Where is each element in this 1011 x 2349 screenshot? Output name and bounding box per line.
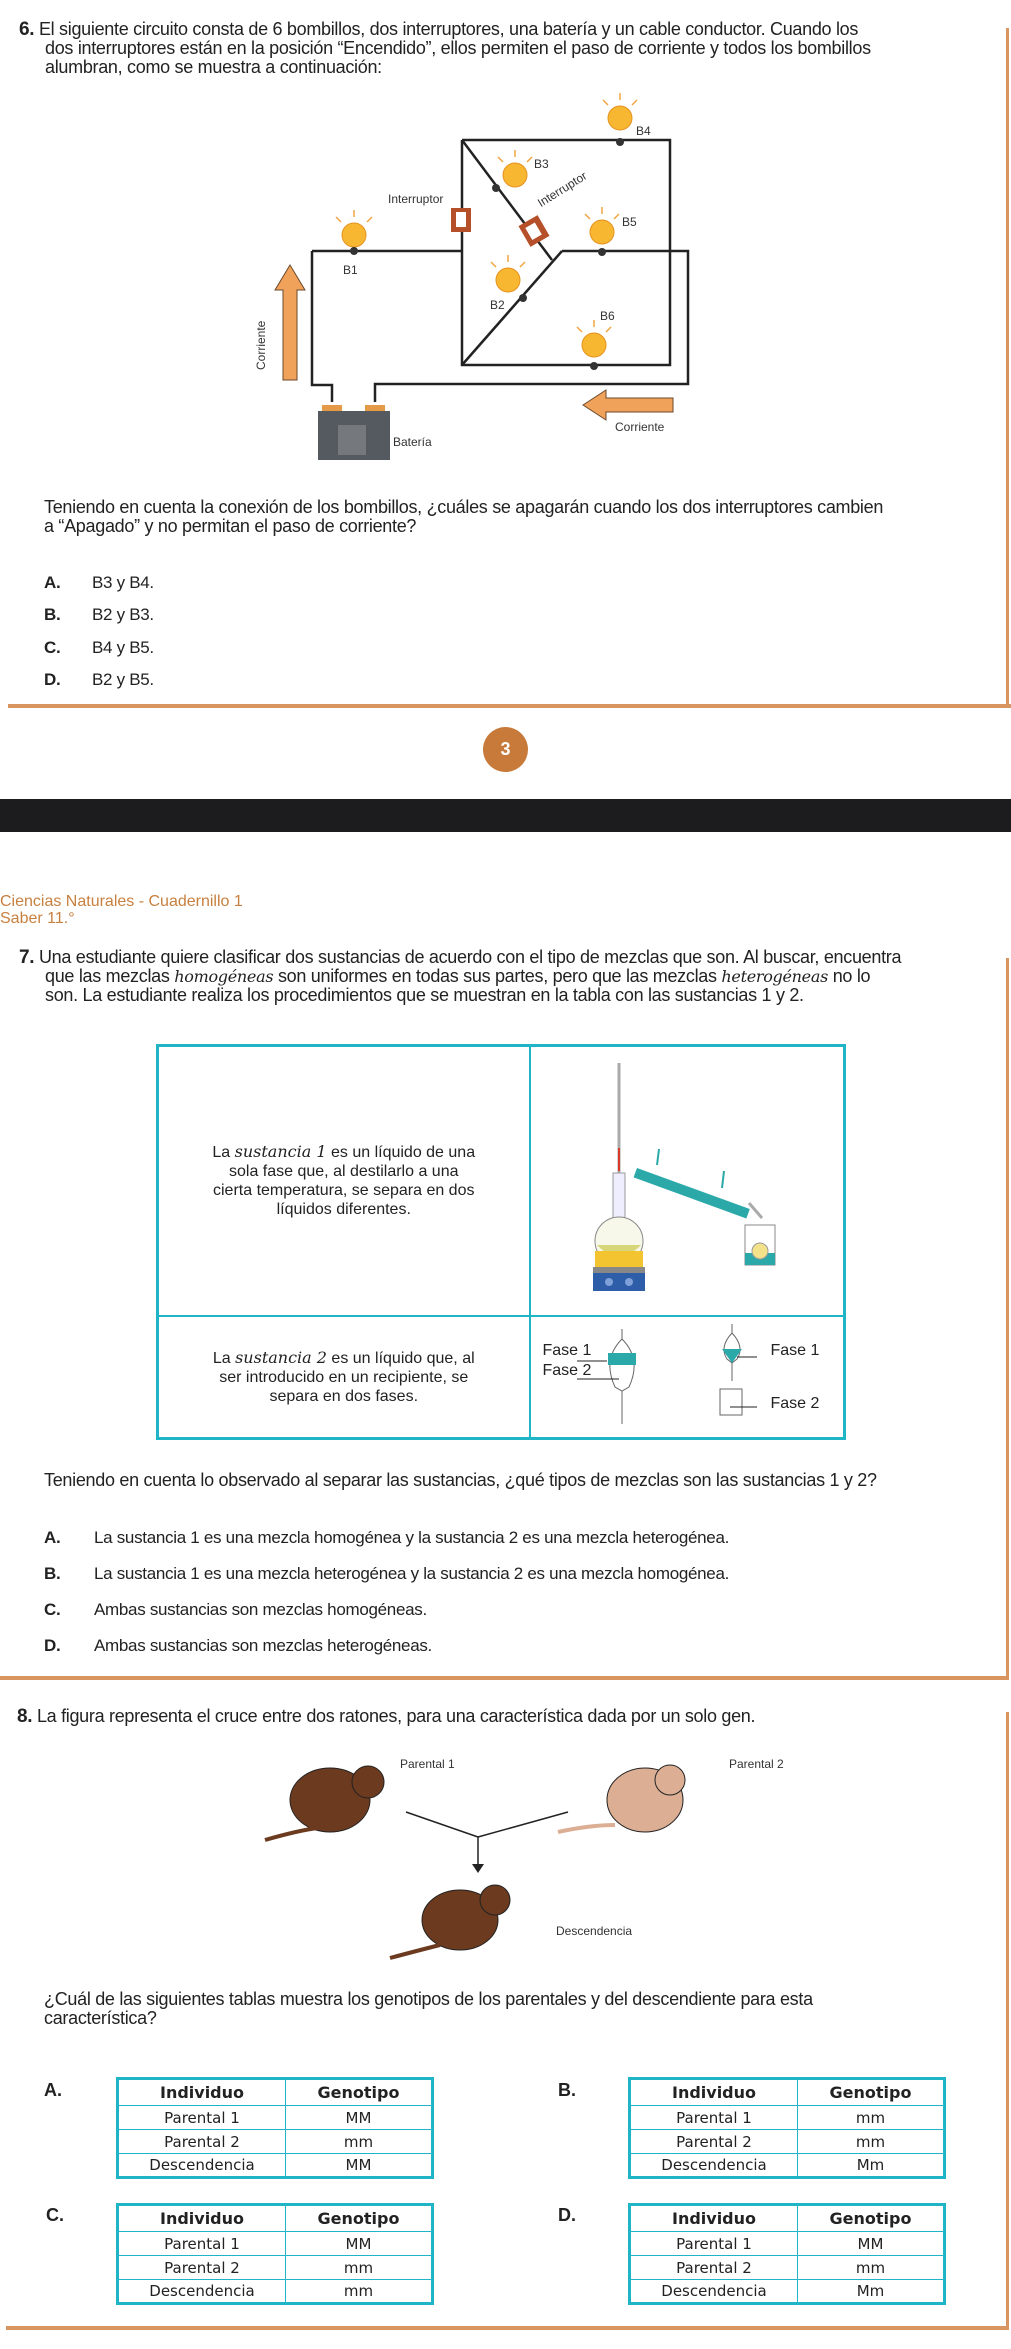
- mouse-parent-2-icon: [558, 1765, 685, 1832]
- q7-right-border: [1006, 958, 1009, 1680]
- q7-option-a[interactable]: A. La sustancia 1 es una mezcla homogénea y la sustancia 2 es una mezcla heterogénea.: [44, 1528, 730, 1547]
- q6-option-b[interactable]: B. B2 y B3.: [44, 605, 154, 624]
- separatory-funnel-figure: [530, 1316, 845, 1439]
- q7-option-c[interactable]: C. Ambas sustancias son mezclas homogéneas.: [44, 1600, 427, 1619]
- label-battery: Batería: [393, 435, 432, 449]
- q8-option-b-table[interactable]: Individuo Genotipo Parental 1 mm Parental 2 mm Descendencia Mm: [628, 2077, 946, 2179]
- q7-bottom-border: [0, 1676, 1009, 1680]
- label-parent-1: Parental 1: [400, 1757, 455, 1771]
- substance-2-description: La sustancia 2 es un líquido que, al ser introducido en un recipiente, se separa en dos fases.: [158, 1316, 530, 1439]
- q6-bottom-border: [8, 704, 1009, 708]
- label-b4: B4: [636, 124, 651, 138]
- q6-number: 6.: [19, 19, 35, 40]
- bulb-b5-icon: [590, 220, 614, 244]
- label-b5: B5: [622, 215, 637, 229]
- label-b2: B2: [490, 298, 505, 312]
- label-parent-2: Parental 2: [729, 1757, 784, 1771]
- bulb-b3-icon: [503, 163, 527, 187]
- label-offspring: Descendencia: [556, 1924, 633, 1938]
- label-b1: B1: [343, 263, 358, 277]
- label-switch-1: Interruptor: [388, 192, 444, 206]
- q8-option-b-letter[interactable]: B.: [558, 2080, 576, 2100]
- q6-stem: 6. El siguiente circuito consta de 6 bombillos, dos interruptores, una batería y un cable conductor. Cuando los dos interruptores están en la posición “Encendido”, ellos permiten el paso de corriente y todos los bombillos alumbran, como se muestra a continuación:: [19, 19, 871, 77]
- mouse-cross-figure: [250, 1740, 810, 1970]
- q8-question: ¿Cuál de las siguientes tablas muestra los genotipos de los parentales y del descendiente para esta característica?: [44, 1989, 813, 2028]
- battery-icon: [318, 405, 390, 460]
- q6-option-c[interactable]: C. B4 y B5.: [44, 638, 154, 657]
- q6-question: Teniendo en cuenta la conexión de los bombillos, ¿cuáles se apagarán cuando los dos interruptores cambien a “Apagado” y no permitan el paso de corriente?: [44, 497, 884, 536]
- fase-1-right-label: Fase 1: [770, 1341, 820, 1359]
- mouse-offspring-icon: [390, 1885, 510, 1958]
- q7-option-d[interactable]: D. Ambas sustancias son mezclas heterogéneas.: [44, 1636, 432, 1655]
- q8-option-d-letter[interactable]: D.: [558, 2205, 576, 2225]
- q8-bottom-border: [6, 2326, 1009, 2330]
- q7-number: 7.: [19, 947, 35, 968]
- q7-option-b[interactable]: B. La sustancia 1 es una mezcla heterogénea y la sustancia 2 es una mezcla homogénea.: [44, 1564, 730, 1583]
- header-subject: Ciencias Naturales - Cuadernillo 1: [0, 893, 243, 910]
- current-arrow-left: [583, 390, 673, 420]
- switch-icon-1: [451, 208, 471, 232]
- distillation-apparatus-icon: [537, 1053, 837, 1303]
- q6-option-a[interactable]: A. B3 y B4.: [44, 573, 154, 592]
- label-switch-2: Interruptor: [535, 168, 590, 210]
- header-grade: Saber 11.°: [0, 910, 75, 927]
- q8-right-border: [1006, 1712, 1009, 2330]
- fase-2-left-label: Fase 2: [542, 1361, 592, 1379]
- q7-substance-table: [156, 1044, 846, 1440]
- q8-option-d-table[interactable]: Individuo Genotipo Parental 1 MM Parental 2 mm Descendencia Mm: [628, 2203, 946, 2305]
- page-number-badge: 3: [483, 727, 528, 772]
- mouse-parent-1-icon: [265, 1766, 384, 1840]
- q8-number: 8.: [17, 1706, 33, 1727]
- bulb-b1-icon: [342, 223, 366, 247]
- page-separator: [0, 799, 1011, 832]
- label-b3: B3: [534, 157, 549, 171]
- q8-option-c-letter[interactable]: C.: [46, 2205, 64, 2225]
- q8-option-a-table[interactable]: Individuo Genotipo Parental 1 MM Parental 2 mm Descendencia MM: [116, 2077, 434, 2179]
- q8-stem: 8. La figura representa el cruce entre dos ratones, para una característica dada por un solo gen.: [17, 1706, 756, 1727]
- fase-1-left-label: Fase 1: [542, 1341, 592, 1359]
- fase-2-right-label: Fase 2: [770, 1394, 820, 1412]
- current-arrow-up: [275, 265, 305, 380]
- substance-1-description: La sustancia 1 es un líquido de una sola fase que, al destilarlo a una cierta temperatura, se separa en dos líquidos diferentes.: [158, 1046, 530, 1316]
- q7-question: Teniendo en cuenta lo observado al separar las sustancias, ¿qué tipos de mezclas son las sustancias 1 y 2?: [44, 1470, 877, 1490]
- q7-stem: 7. Una estudiante quiere clasificar dos sustancias de acuerdo con el tipo de mezclas que son. Al buscar, encuentra que las mezclas homogéneas son uniformes en todas sus partes, pero que las mezclas heterogéneas no lo son. La estudiante realiza los procedimientos que se muestran en la tabla con las sustancias 1 y 2.: [19, 947, 902, 1005]
- q8-option-a-letter[interactable]: A.: [44, 2080, 62, 2100]
- q8-option-c-table[interactable]: Individuo Genotipo Parental 1 MM Parental 2 mm Descendencia mm: [116, 2203, 434, 2305]
- bulb-b4-icon: [608, 106, 632, 130]
- bulb-b2-icon: [496, 268, 520, 292]
- bulb-b6-icon: [582, 333, 606, 357]
- label-b6: B6: [600, 309, 615, 323]
- distillation-figure: [530, 1046, 845, 1316]
- q6-right-border: [1006, 28, 1009, 708]
- label-current-bottom: Corriente: [615, 420, 665, 434]
- q6-option-d[interactable]: D. B2 y B5.: [44, 670, 154, 689]
- label-current-left: Corriente: [254, 320, 268, 370]
